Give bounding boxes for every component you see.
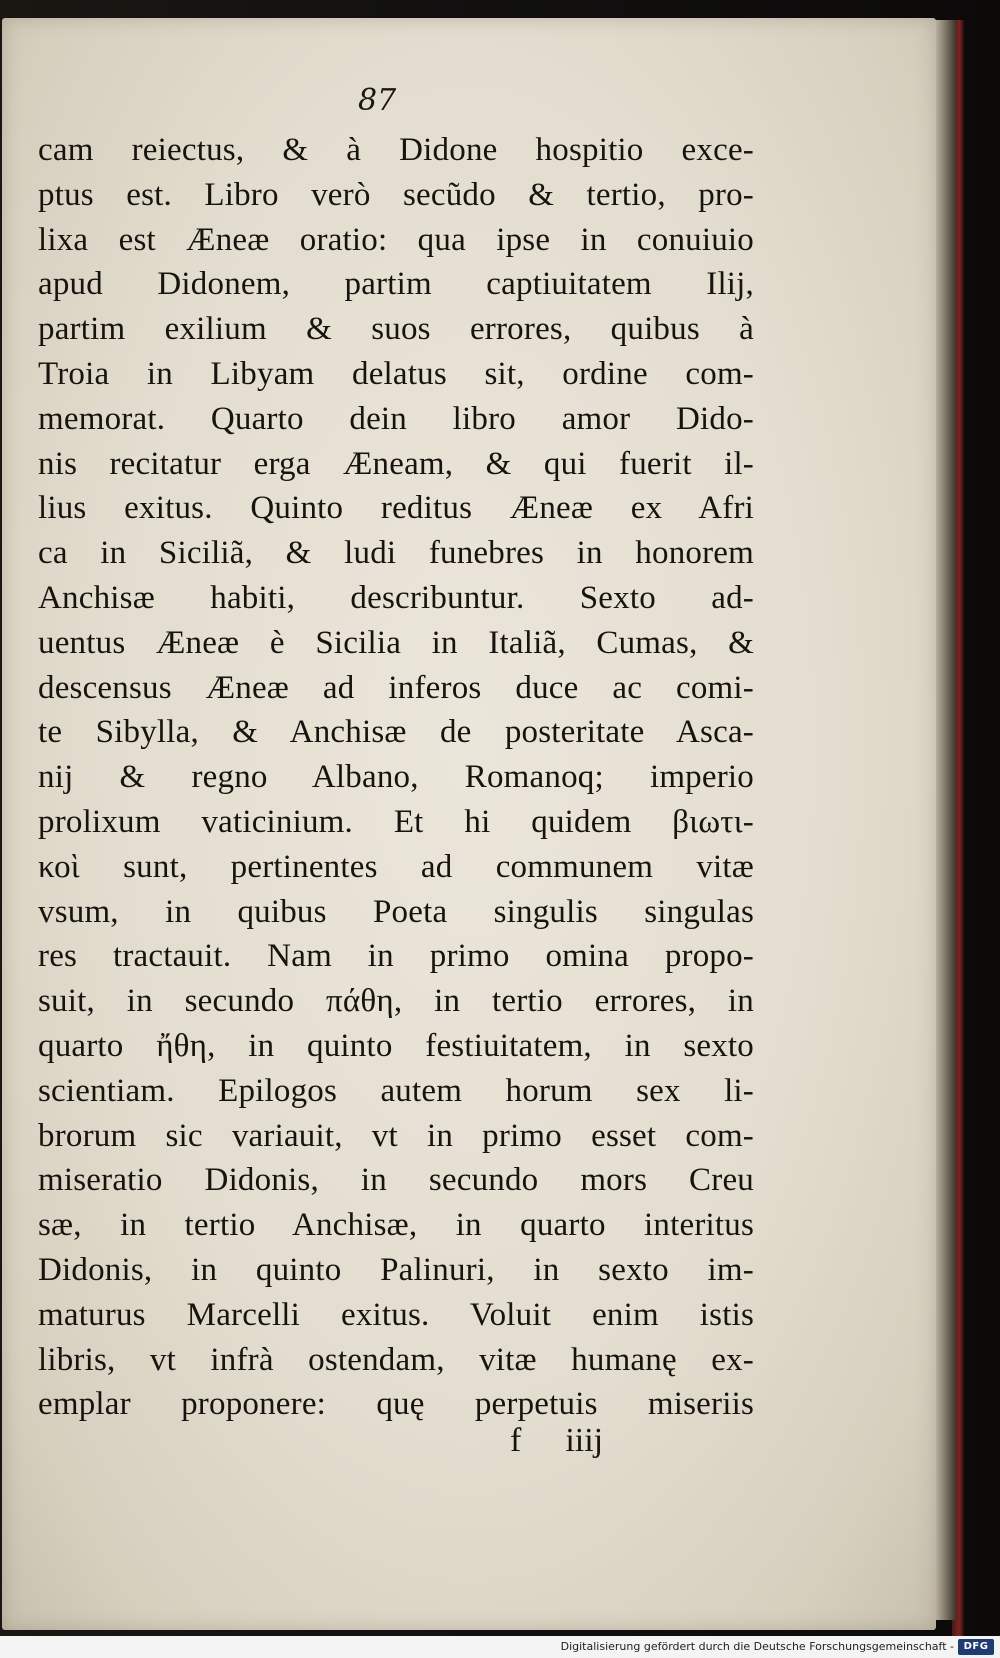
- text-line: ca in Siciliã, & ludi funebres in honorem: [38, 535, 754, 572]
- signature-mark: [510, 1424, 603, 1458]
- text-line: scientiam. Epilogos autem horum sex li-: [38, 1072, 754, 1109]
- text-line: libris, vt infrà ostendam, vitæ humanę ex-: [38, 1341, 754, 1378]
- text-line: res tractauit. Nam in primo omina propo-: [38, 938, 754, 975]
- body-text: [38, 128, 754, 1427]
- text-line: Didonis, in quinto Palinuri, in sexto im-: [38, 1251, 754, 1288]
- text-line: emplar proponere: quę perpetuis miseriis: [38, 1386, 754, 1423]
- page-number: 87: [358, 83, 397, 118]
- text-line: quarto ἤθη, in quinto festiuitatem, in sexto: [38, 1027, 754, 1064]
- text-line: κοὶ sunt, pertinentes ad communem vitæ: [38, 848, 754, 885]
- text-line: uentus Æneæ è Sicilia in Italiã, Cumas, &: [38, 624, 754, 661]
- text-line: vsum, in quibus Poeta singulis singulas: [38, 893, 754, 930]
- text-line: maturus Marcelli exitus. Voluit enim istis: [38, 1296, 754, 1333]
- text-line: nij & regno Albano, Romanoq; imperio: [38, 759, 754, 796]
- text-line: lius exitus. Quinto reditus Æneæ ex Afri: [38, 490, 754, 527]
- text-line: partim exilium & suos errores, quibus à: [38, 311, 754, 348]
- text-line: nis recitatur erga Æneam, & qui fuerit il-: [38, 445, 754, 482]
- text-line: descensus Æneæ ad inferos duce ac comi-: [38, 669, 754, 706]
- text-line: Anchisæ habiti, describuntur. Sexto ad-: [38, 579, 754, 616]
- signature-number: iiij: [565, 1422, 604, 1459]
- text-line: prolixum vaticinium. Et hi quidem βιωτι-: [38, 803, 754, 840]
- text-line: ptus est. Libro verò secũdo & tertio, pro-: [38, 176, 754, 213]
- text-line: memorat. Quarto dein libro amor Dido-: [38, 400, 754, 437]
- text-line: miseratio Didonis, in secundo mors Creu: [38, 1162, 754, 1199]
- dfg-logo[interactable]: DFG: [958, 1639, 994, 1655]
- footer-credit: Digitalisierung gefördert durch die Deutsche Forschungsgemeinschaft -: [560, 1640, 954, 1653]
- text-line: cam reiectus, & à Didone hospitio exce-: [38, 132, 754, 168]
- signature-letter: f: [510, 1422, 522, 1459]
- text-line: sæ, in tertio Anchisæ, in quarto interitus: [38, 1207, 754, 1244]
- text-line: Troia in Libyam delatus sit, ordine com-: [38, 355, 754, 392]
- text-line: apud Didonem, partim captiuitatem Ilij,: [38, 266, 754, 303]
- text-line: te Sibylla, & Anchisæ de posteritate Asca-: [38, 714, 754, 751]
- text-line: brorum sic variauit, vt in primo esset com-: [38, 1117, 754, 1154]
- text-line: lixa est Æneæ oratio: qua ipse in conuiuio: [38, 221, 754, 258]
- text-line: suit, in secundo πάθη, in tertio errores, in: [38, 983, 754, 1020]
